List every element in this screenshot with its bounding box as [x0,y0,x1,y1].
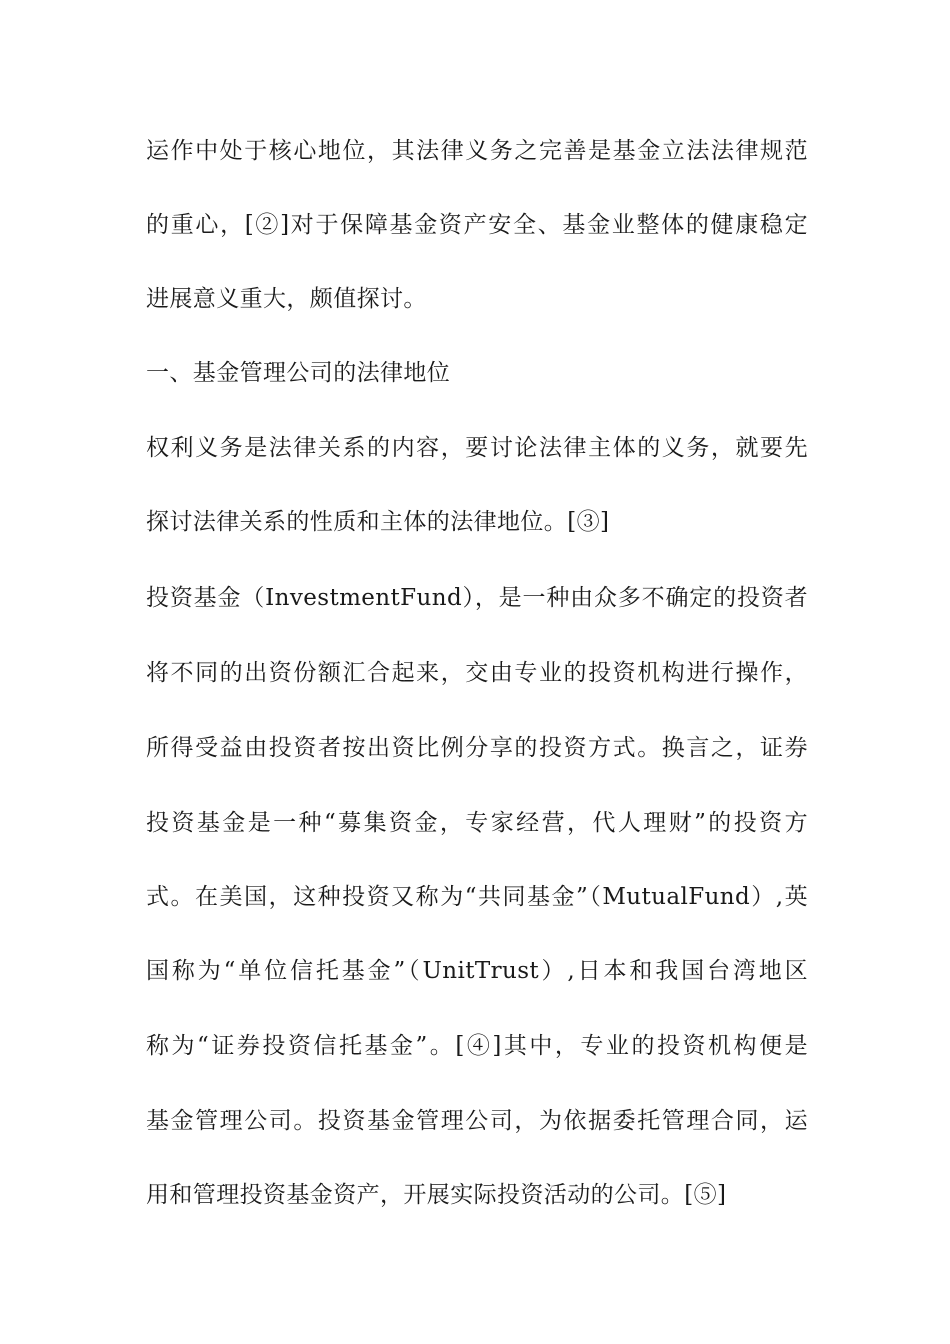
text-line: 基金管理公司。投资基金管理公司，为依据委托管理合同，运 [146,1108,808,1134]
text-line: 将不同的出资份额汇合起来，交由专业的投资机构进行操作， [146,660,808,686]
text-line: 探讨法律关系的性质和主体的法律地位。[③] [146,509,610,535]
text-line: 投资基金是一种“募集资金，专家经营，代人理财”的投资方 [146,810,808,836]
text-line: 投资基金（InvestmentFund），是一种由众多不确定的投资者 [146,585,808,611]
text-line: 式。在美国，这种投资又称为“共同基金”（MutualFund）,英 [146,884,808,910]
text-line: 运作中处于核心地位，其法律义务之完善是基金立法法律规范 [146,138,808,164]
text-line: 进展意义重大，颇值探讨。 [146,286,427,312]
text-line: 称为“证券投资信托基金”。[④]其中，专业的投资机构便是 [146,1033,808,1059]
text-line: 国称为“单位信托基金”（UnitTrust）,日本和我国台湾地区 [146,958,808,984]
text-line: 权利义务是法律关系的内容，要讨论法律主体的义务，就要先 [146,435,808,461]
text-line: 的重心，[②]对于保障基金资产安全、基金业整体的健康稳定 [146,212,808,238]
text-line: 用和管理投资基金资产，开展实际投资活动的公司。[⑤] [146,1182,727,1208]
text-line: 所得受益由投资者按出资比例分享的投资方式。换言之，证券 [146,735,808,761]
section-heading: 一、基金管理公司的法律地位 [146,360,451,386]
